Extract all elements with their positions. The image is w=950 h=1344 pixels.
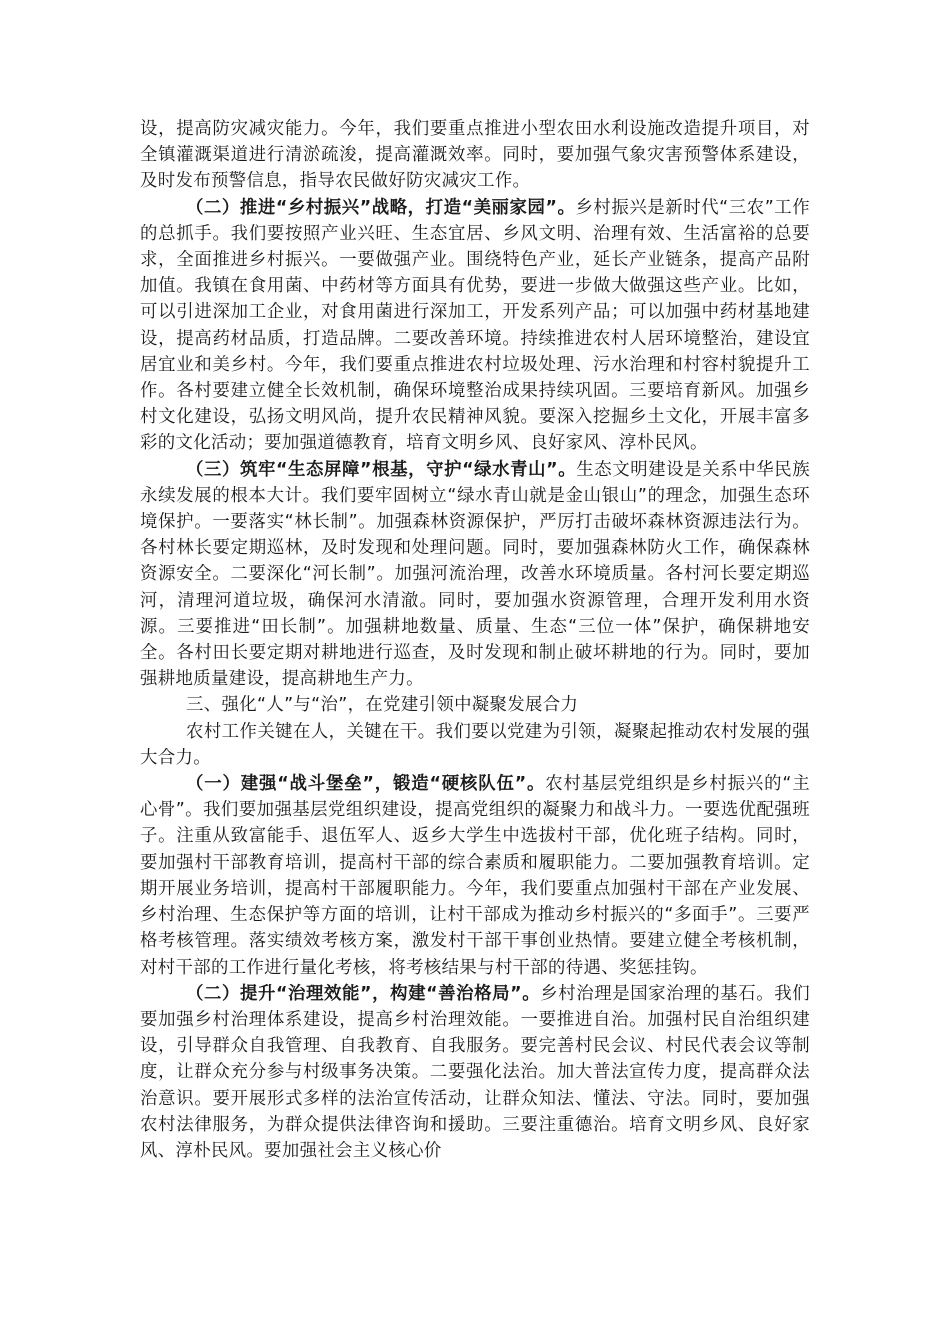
paragraph-5-text: 农村工作关键在人，关键在干。我们要以党建为引领，凝聚起推动农村发展的强大合力。 <box>140 721 810 768</box>
section-heading <box>140 692 810 718</box>
paragraph-2 <box>140 195 810 457</box>
paragraph-2-heading: （二）推进“乡村振兴”战略，打造“美丽家园”。 <box>186 197 576 218</box>
paragraph-5 <box>140 719 810 771</box>
paragraph-1 <box>140 116 810 195</box>
paragraph-6-heading: （一）建强“战斗堡垒”，锻造“硬核队伍”。 <box>186 774 546 795</box>
paragraph-3-text: 生态文明建设是关系中华民族永续发展的根本大计。我们要牢固树立“绿水青山就是金山银山”的理念，加强生态环境保护。一要落实“林长制”。加强森林资源保护，严厉打击破坏森林资源违法行为。各村林长要定期巡林，及时发现和处理问题。同时，要加强森林防火工作，确保森林资源安全。二要深化“河长制”。加强河流治理，改善水环境质量。各村河长要定期巡河，清理河道垃圾，确保河水清澈。同时，要加强水资源管理，合理开发利用水资源。三要推进“田长制”。加强耕地数量、质量、生态“三位一体”保护，确保耕地安全。各村田长要定期对耕地进行巡查，及时发现和制止破坏耕地的行为。同时，要加强耕地质量建设，提高耕地生产力。 <box>140 459 810 690</box>
section-heading-text: 三、强化“人”与“治”，在党建引领中凝聚发展合力 <box>186 695 579 716</box>
paragraph-7-heading: （二）提升“治理效能”，构建“善治格局”。 <box>186 983 541 1004</box>
paragraph-1-text: 设，提高防灾减灾能力。今年，我们要重点推进小型农田水利设施改造提升项目，对全镇灌溉渠道进行清淤疏浚，提高灌溉效率。同时，要加强气象灾害预警体系建设，及时发布预警信息，指导农民做好防灾减灾工作。 <box>140 119 810 192</box>
paragraph-3 <box>140 457 810 693</box>
document-page <box>140 116 810 1164</box>
paragraph-7 <box>140 981 810 1164</box>
paragraph-6-text: 农村基层党组织是乡村振兴的“主心骨”。我们要加强基层党组织建设，提高党组织的凝聚力和战斗力。一要选优配强班子。注重从致富能手、退伍军人、返乡大学生中选拔村干部，优化班子结构。同时，要加强村干部教育培训，提高村干部的综合素质和履职能力。二要加强教育培训。定期开展业务培训，提高村干部履职能力。今年，我们要重点加强村干部在产业发展、乡村治理、生态保护等方面的培训，让村干部成为推动乡村振兴的“多面手”。三要严格考核管理。落实绩效考核方案，激发村干部干事创业热情。要建立健全考核机制，对村干部的工作进行量化考核，将考核结果与村干部的待遇、奖惩挂钩。 <box>140 774 810 978</box>
paragraph-6 <box>140 771 810 981</box>
paragraph-3-heading: （三）筑牢“生态屏障”根基，守护“绿水青山”。 <box>186 459 577 480</box>
paragraph-7-text: 乡村治理是国家治理的基石。我们要加强乡村治理体系建设，提高乡村治理效能。一要推进自治。加强村民自治组织建设，引导群众自我管理、自我教育、自我服务。要完善村民会议、村民代表会议等制度，让群众充分参与村级事务决策。二要强化法治。加大普法宣传力度，提高群众法治意识。要开展形式多样的法治宣传活动，让群众知法、懂法、守法。同时，要加强农村法律服务，为群众提供法律咨询和援助。三要注重德治。培育文明乡风、良好家风、淳朴民风。要加强社会主义核心价 <box>140 983 810 1161</box>
paragraph-2-text: 乡村振兴是新时代“三农”工作的总抓手。我们要按照产业兴旺、生态宜居、乡风文明、治理有效、生活富裕的总要求，全面推进乡村振兴。一要做强产业。围绕特色产业，延长产业链条，提高产品附加值。我镇在食用菌、中药材等方面具有优势，要进一步做大做强这些产业。比如，可以引进深加工企业，对食用菌进行深加工，开发系列产品；可以加强中药材基地建设，提高药材品质，打造品牌。二要改善环境。持续推进农村人居环境整治，建设宜居宜业和美乡村。今年，我们要重点推进农村垃圾处理、污水治理和村容村貌提升工作。各村要建立健全长效机制，确保环境整治成果持续巩固。三要培育新风。加强乡村文化建设，弘扬文明风尚，提升农民精神风貌。要深入挖掘乡土文化，开展丰富多彩的文化活动；要加强道德教育，培育文明乡风、良好家风、淳朴民风。 <box>140 197 811 454</box>
